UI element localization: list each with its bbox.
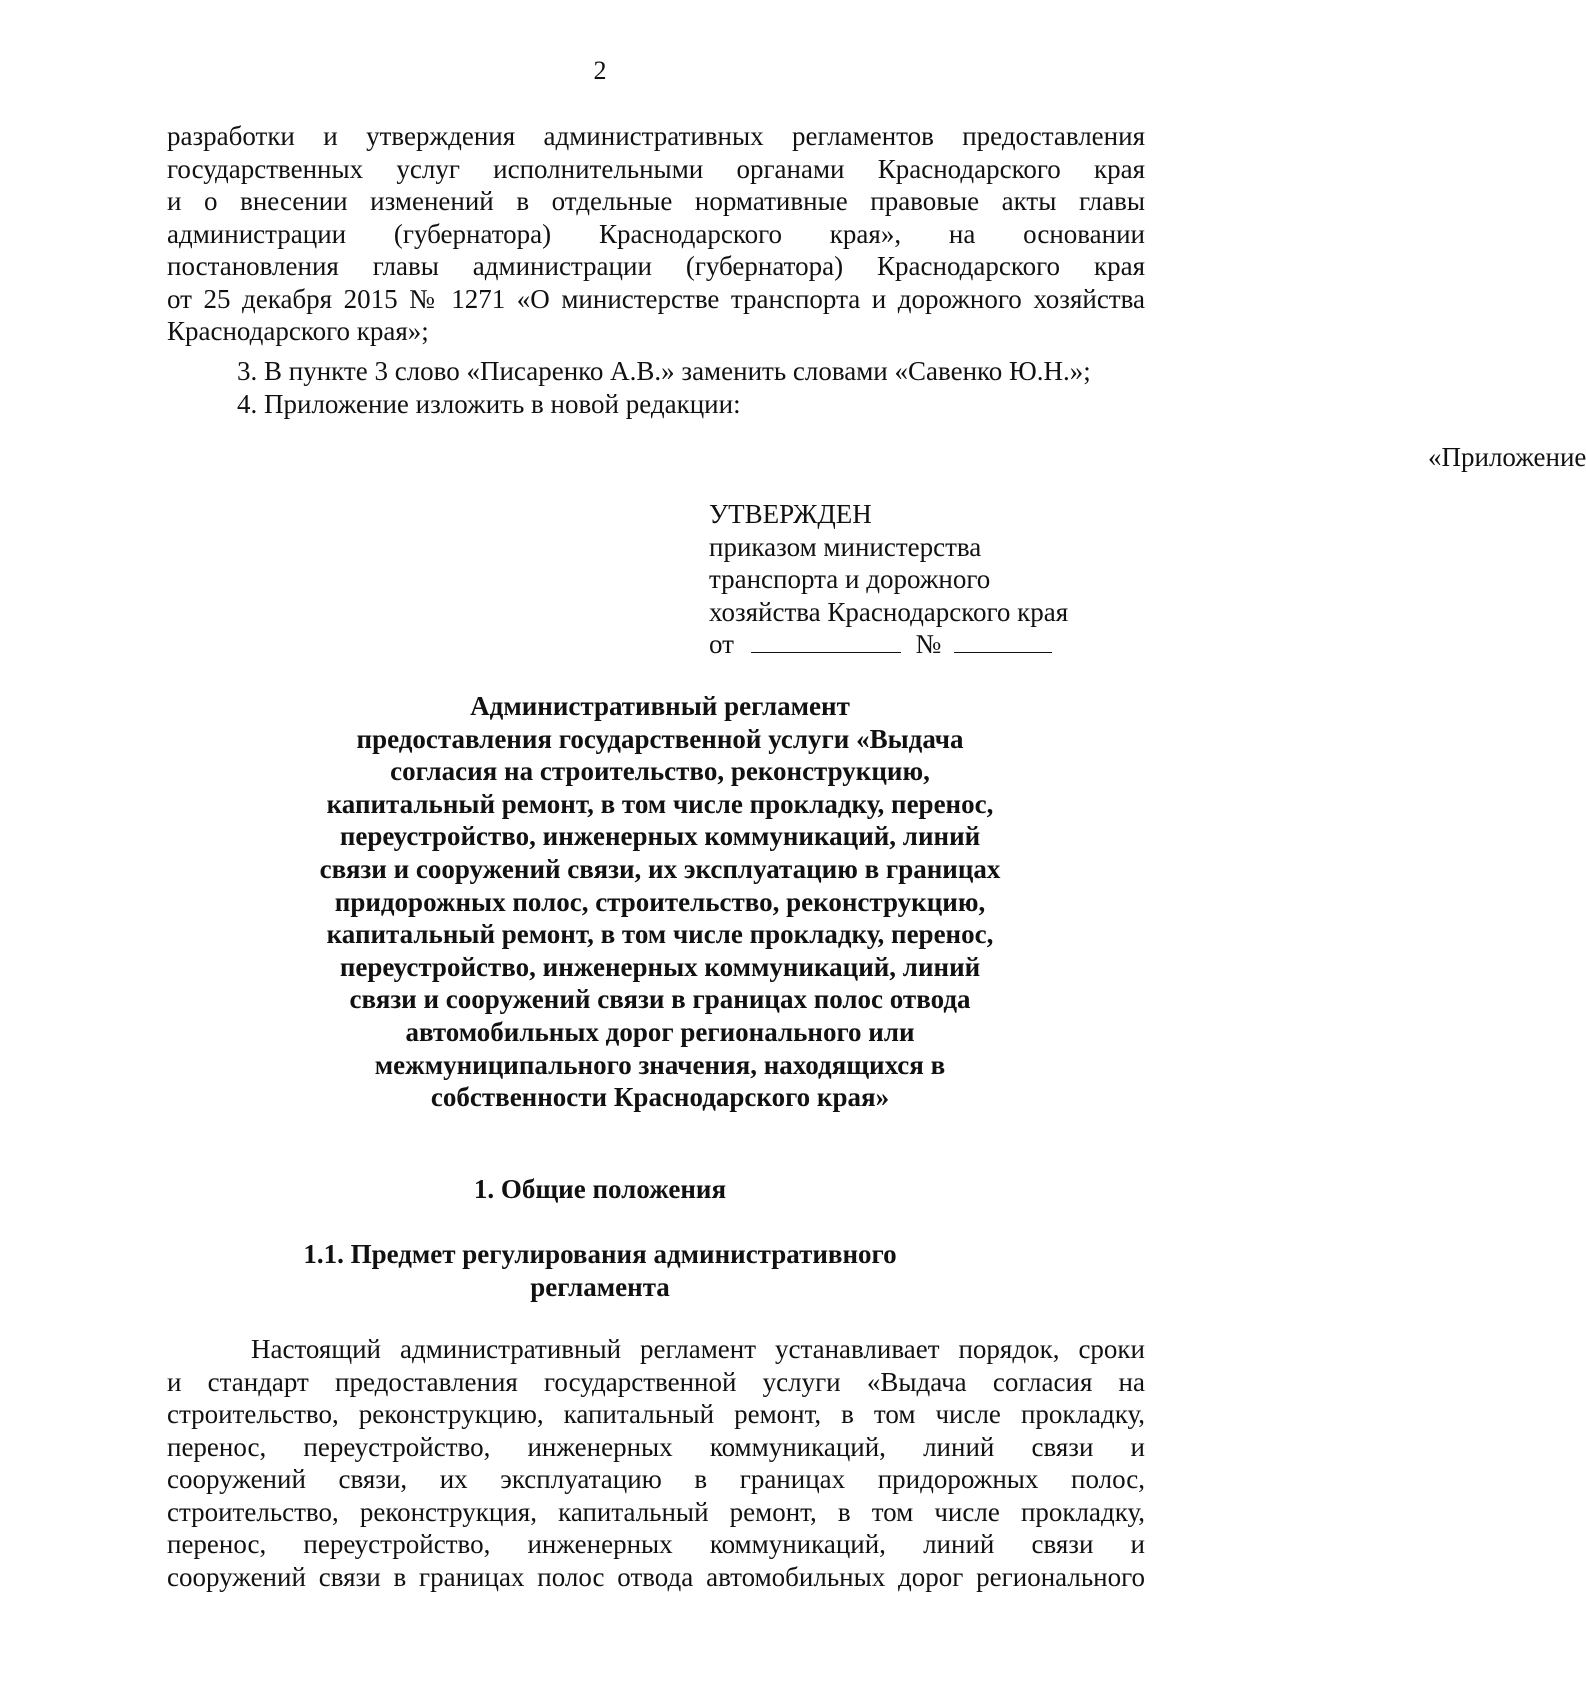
body-line: строительство, реконструкция, капитальный ремонт, в том числе прокладку,: [167, 1496, 1145, 1527]
body-line: перенос, переустройство, инженерных коммуникаций, линий связи и: [167, 1529, 1145, 1559]
regulation-title: [230, 690, 1090, 1114]
regulation-title-line: капитальный ремонт, в том числе прокладку, перенос,: [326, 919, 994, 950]
page-number: 2: [593, 56, 607, 85]
approval-block: [709, 498, 1169, 661]
intro-line: государственных услуг исполнительными органами Краснодарского края: [167, 153, 1145, 184]
regulation-title-line: связи и сооружений связи в границах полос отвода: [349, 984, 971, 1015]
regulation-title-line: капитальный ремонт, в том числе прокладку, перенос,: [326, 788, 994, 819]
regulation-title-line: Административный регламент: [470, 691, 850, 721]
body-line: сооружений связи в границах полос отвода автомобильных дорог регионального: [167, 1561, 1145, 1592]
item-4: 4. Приложение изложить в новой редакции:: [237, 389, 741, 419]
subsection-heading-line: 1.1. Предмет регулирования административного: [303, 1239, 897, 1269]
approval-line: хозяйства Краснодарского края: [709, 596, 1069, 627]
section-heading: 1. Общие положения: [473, 1174, 727, 1204]
number-sign: №: [915, 629, 942, 659]
item-3: 3. В пункте 3 слово «Писаренко А.В.» заменить словами «Савенко Ю.Н.»;: [237, 356, 1091, 386]
regulation-title-line: автомобильных дорог регионального или: [405, 1016, 915, 1047]
intro-line: разработки и утверждения административных регламентов предоставления: [167, 121, 1145, 151]
body-line: строительство, реконструкцию, капитальный ремонт, в том числе прокладку,: [167, 1399, 1145, 1429]
regulation-title-line: собственности Краснодарского края»: [430, 1082, 890, 1113]
intro-line: от 25 декабря 2015 № 1271 «О министерстве транспорта и дорожного хозяйства: [167, 283, 1145, 314]
body-paragraph: [167, 1333, 1145, 1593]
regulation-title-line: придорожных полос, строительство, реконструкцию,: [334, 886, 986, 917]
intro-line: Краснодарского края»;: [167, 316, 429, 346]
regulation-title-line: переустройство, инженерных коммуникаций, линий: [339, 951, 981, 982]
regulation-title-line: межмуниципального значения, находящихся в: [374, 1049, 946, 1080]
regulation-title-line: согласия на строительство, реконструкцию,: [390, 756, 930, 787]
intro-paragraph: [167, 120, 1145, 348]
regulation-title-line: предоставления государственной услуги «Выдача: [356, 723, 964, 754]
regulation-title-line: связи и сооружений связи, их эксплуатацию в границах: [319, 853, 1001, 884]
subsection-heading-line: регламента: [530, 1271, 670, 1302]
body-line: сооружений связи, их эксплуатацию в границах придорожных полос,: [167, 1464, 1145, 1494]
approval-line: приказом министерства: [709, 531, 982, 562]
approval-date-line: [709, 628, 1169, 661]
approval-line: транспорта и дорожного: [709, 564, 991, 594]
intro-line: и о внесении изменений в отдельные нормативные правовые акты главы: [167, 186, 1145, 216]
intro-line: администрации (губернатора) Краснодарского края», на основании: [167, 218, 1145, 249]
body-line: перенос, переустройство, инженерных коммуникаций, линий связи и: [167, 1431, 1145, 1462]
appendix-title: «Приложение: [1428, 442, 1586, 472]
approved-label: УТВЕРЖДЕН: [709, 499, 872, 529]
body-line: и стандарт предоставления государственной услуги «Выдача согласия на: [167, 1366, 1145, 1397]
subsection-heading: [300, 1238, 900, 1303]
date-prefix: от: [709, 629, 734, 659]
intro-line: постановления главы администрации (губернатора) Краснодарского края: [167, 251, 1145, 281]
date-blank: [751, 630, 901, 653]
regulation-title-line: переустройство, инженерных коммуникаций, линий: [339, 821, 981, 852]
body-line: Настоящий административный регламент устанавливает порядок, сроки: [251, 1334, 1145, 1364]
number-blank: [954, 630, 1052, 653]
